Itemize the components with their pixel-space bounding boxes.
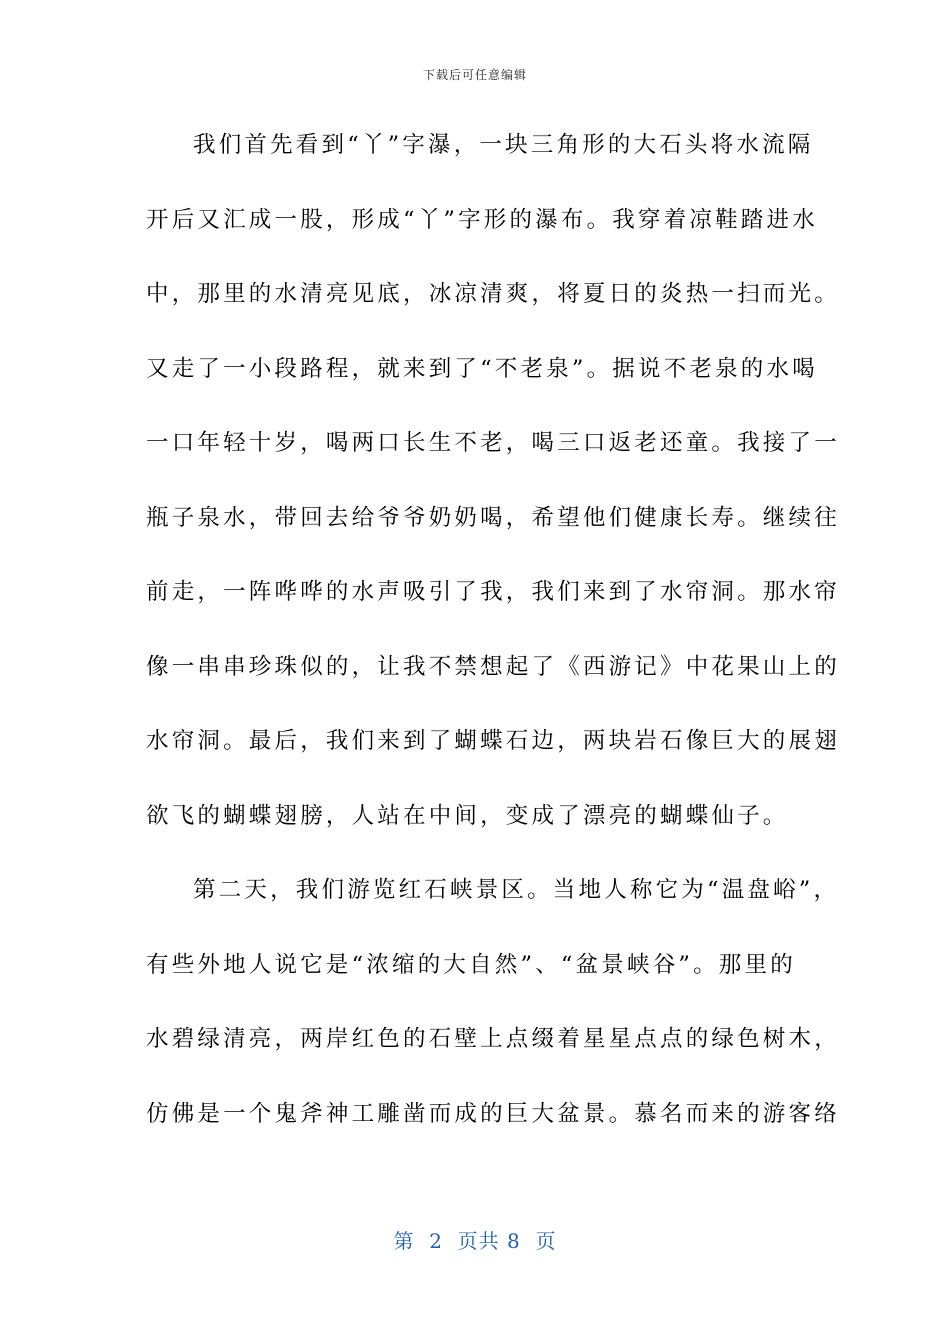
page-number-footer: 第 2 页共 8 页 [393,1229,557,1253]
paragraph-1-line-1: 我们首先看到“丫”字瀑，一块三角形的大石头将水流隔 [193,132,814,158]
paragraph-1-line-8: 像一串串珍珠似的，让我不禁想起了《西游记》中花果山上的 [146,653,840,680]
paragraph-2-line-2: 有些外地人说它是“浓缩的大自然”、“盆景峡谷”。那里的 [146,951,796,978]
paragraph-1-line-4: 又走了一小段路程，就来到了“不老泉”。据说不老泉的水喝 [146,355,818,382]
paragraph-1-line-10: 欲飞的蝴蝶翅膀，人站在中间，变成了漂亮的蝴蝶仙子。 [146,802,789,829]
paragraph-2-line-3: 水碧绿清亮，两岸红色的石壁上点缀着星星点点的绿色树木， [146,1026,840,1052]
paragraph-1-line-6: 瓶子泉水，带回去给爷爷奶奶喝，希望他们健康长寿。继续往 [146,504,840,531]
paragraph-1-line-7: 前走，一阵哗哗的水声吸引了我，我们来到了水帘洞。那水帘 [146,579,840,605]
document-body [146,122,840,1165]
paragraph-2-line-4: 仿佛是一个鬼斧神工雕凿而成的巨大盆景。慕名而来的游客络 [146,1100,840,1127]
paragraph-1-line-5: 一口年轻十岁，喝两口长生不老，喝三口返老还童。我接了一 [146,430,840,456]
paragraph-1-line-9: 水帘洞。最后，我们来到了蝴蝶石边，两块岩石像巨大的展翅 [146,728,840,754]
paragraph-1-line-2: 开后又汇成一股，形成“丫”字形的瀑布。我穿着凉鞋踏进水 [146,206,818,233]
paragraph-2-line-1: 第二天，我们游览红石峡景区。当地人称它为“温盘峪”， [193,877,840,903]
header-note: 下载后可任意编辑 [422,68,527,82]
paragraph-1-line-3: 中，那里的水清亮见底，冰凉清爽，将夏日的炎热一扫而光。 [146,281,840,307]
